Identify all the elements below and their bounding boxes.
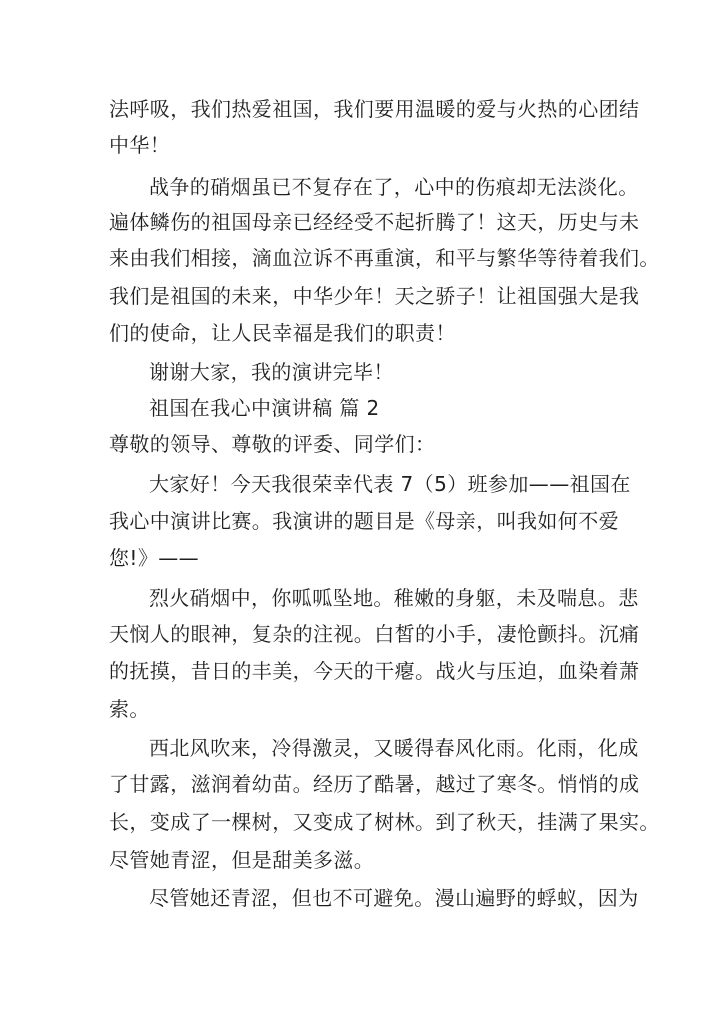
text-line: 尽管她青涩，但是甜美多滋。	[109, 848, 375, 872]
text-line: 大家好！今天我很荣幸代表 7（5）班参加——祖国在	[149, 472, 631, 496]
text-line: 尽管她还青涩，但也不可避免。漫山遍野的蜉蚁，因为	[149, 886, 639, 910]
text-line: 遍体鳞伤的祖国母亲已经经受不起折腾了！这天，历史与未	[109, 210, 640, 234]
salutation: 尊敬的领导、尊敬的评委、同学们：	[109, 432, 436, 456]
text-line: 中华！	[109, 133, 171, 157]
text-line: 您!》——	[109, 546, 200, 570]
text-line: 我们是祖国的未来，中华少年！天之骄子！让祖国强大是我	[109, 284, 640, 308]
text-line: 谢谢大家，我的演讲完毕！	[149, 360, 394, 384]
text-line: 战争的硝烟虽已不复存在了，心中的伤痕却无法淡化。	[149, 175, 639, 199]
text-line: 索。	[109, 697, 150, 721]
text-line: 了甘露，滋润着幼苗。经历了酷暑，越过了寒冬。悄悄的成	[109, 772, 640, 796]
text-line: 来由我们相接，滴血泣诉不再重演，和平与繁华等待着我们。	[109, 246, 660, 270]
text-line: 的抚摸，昔日的丰美，今天的干瘪。战火与压迫，血染着萧	[109, 659, 640, 683]
text-line: 我心中演讲比赛。我演讲的题目是《母亲，叫我如何不爱	[109, 509, 619, 533]
section-heading: 祖国在我心中演讲稿 篇 2	[149, 396, 380, 420]
text-line: 天悯人的眼神，复杂的注视。白皙的小手，凄怆颤抖。沉痛	[109, 622, 640, 646]
text-line: 法呼吸，我们热爱祖国，我们要用温暖的爱与火热的心团结	[109, 97, 640, 121]
text-line: 西北风吹来，冷得激灵，又暖得春风化雨。化雨，化成	[149, 736, 639, 760]
text-line: 长，变成了一棵树，又变成了树林。到了秋天，挂满了果实。	[109, 810, 660, 834]
text-line: 烈火硝烟中，你呱呱坠地。稚嫩的身躯，未及喘息。悲	[149, 586, 639, 610]
text-line: 们的使命，让人民幸福是我们的职责！	[109, 321, 456, 345]
